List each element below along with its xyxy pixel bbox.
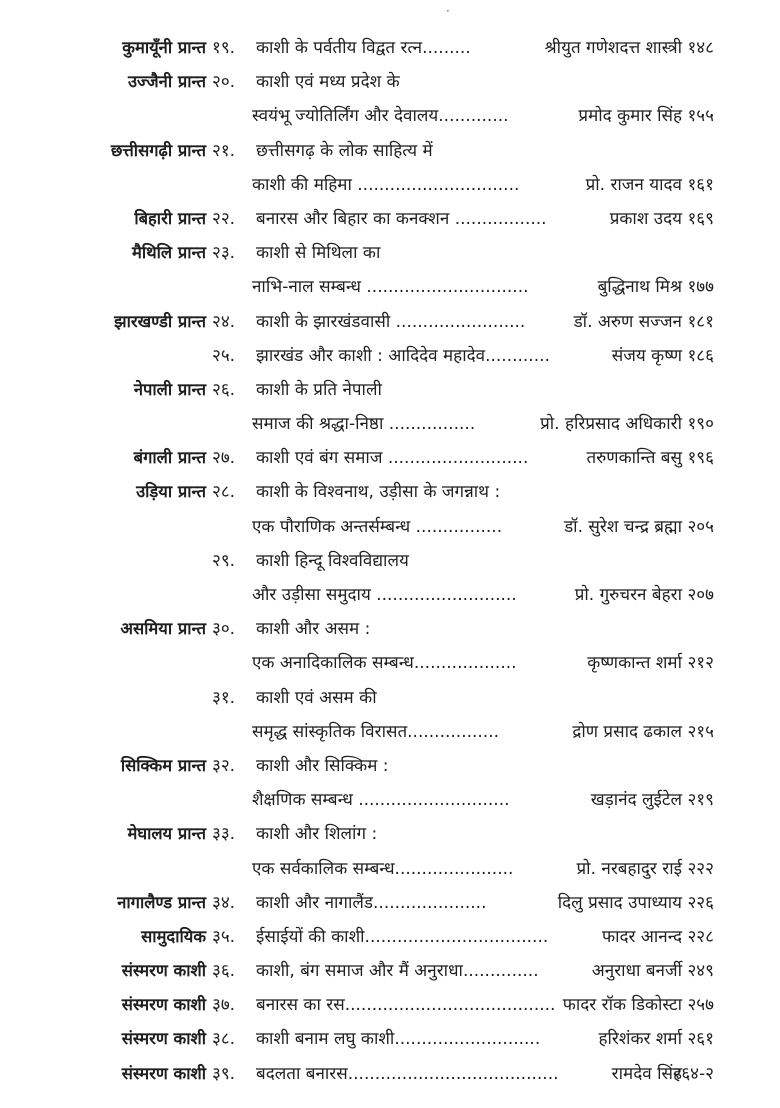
toc-entry <box>0 305 780 339</box>
section-region: छत्तीसगढ़ी प्रान्त <box>110 140 206 160</box>
entry-number: १९. <box>212 38 236 58</box>
page-number: २६१ <box>687 1029 714 1050</box>
page-number: १८६ <box>687 345 714 366</box>
entry-author: हरिशंकर शर्मा <box>598 1029 682 1050</box>
section-region: सामुदायिक <box>141 926 206 946</box>
entry-number: २८. <box>212 482 236 503</box>
entry-title: काशी एवं असम की <box>256 687 377 708</box>
toc-entry <box>0 65 780 99</box>
entry-number: ३९. <box>212 1063 236 1084</box>
entry-title: एक पौराणिक अन्तर्सम्बन्ध ................ <box>252 516 503 537</box>
table-of-contents <box>0 31 780 1091</box>
entry-title: बनारस और बिहार का कनक्शन ................. <box>256 208 547 229</box>
entry-author: रामदेव सिंह <box>611 1063 682 1084</box>
entry-title: छत्तीसगढ़ के लोक साहित्य में <box>256 140 433 161</box>
entry-number: २२. <box>212 208 236 229</box>
entry-author: प्रमोद कुमार सिंह <box>578 106 682 127</box>
entry-title: काशी से मिथिला का <box>256 243 381 264</box>
toc-entry <box>0 954 780 988</box>
toc-entry <box>0 202 780 236</box>
entry-author: फादर आनन्द <box>602 926 682 947</box>
toc-entry <box>0 270 780 304</box>
toc-entry <box>0 168 780 202</box>
toc-entry <box>0 407 780 441</box>
toc-entry <box>0 339 780 373</box>
entry-title: समृद्ध सांस्कृतिक विरासत................. <box>252 721 500 742</box>
section-region: संस्मरण काशी <box>121 1063 206 1083</box>
page-number: २२६ <box>687 892 714 913</box>
entry-title: झारखंड और काशी : आदिदेव महादेव............ <box>256 345 550 366</box>
entry-number: २०. <box>212 72 236 93</box>
entry-number: २४. <box>212 311 236 332</box>
page-number: २२२ <box>687 858 714 879</box>
entry-author: कृष्णकान्त शर्मा <box>587 653 682 674</box>
entry-title: काशी और नागालैंड..................... <box>256 892 487 913</box>
toc-entry <box>0 852 780 886</box>
toc-entry <box>0 99 780 133</box>
entry-author: प्रो. हरिप्रसाद अधिकारी <box>540 414 682 435</box>
toc-entry <box>0 441 780 475</box>
toc-entry <box>0 1057 780 1091</box>
entry-number: ३१. <box>212 687 236 708</box>
page-number: १४८ <box>687 38 714 58</box>
entry-number: ३७. <box>212 995 236 1016</box>
toc-entry <box>0 373 780 407</box>
entry-author: फादर रॉक डिकोस्टा <box>562 995 682 1016</box>
page-number: १८१ <box>687 311 714 332</box>
toc-entry <box>0 783 780 817</box>
page-number: १९६ <box>687 448 714 469</box>
entry-number: ३०. <box>212 619 236 640</box>
entry-title: काशी एवं बंग समाज .......................... <box>256 448 529 469</box>
entry-author: डॉ. अरुण सज्जन <box>573 311 682 332</box>
entry-number: ३५. <box>212 926 236 947</box>
section-region: बंगाली प्रान्त <box>133 448 206 468</box>
toc-entry <box>0 988 780 1022</box>
entry-title: बदलता बनारस....................................... <box>256 1063 559 1084</box>
entry-number: २१. <box>212 140 236 161</box>
entry-title: नाभि-नाल सम्बन्ध .............................. <box>252 277 529 298</box>
entry-number: ३८. <box>212 1029 236 1050</box>
section-region: मैथिलि प्रान्त <box>131 243 206 263</box>
page-number: १५५ <box>687 106 714 127</box>
page-number: २५७ <box>687 995 714 1016</box>
page-number: १९० <box>687 414 714 435</box>
entry-title: काशी हिन्दू विश्वविद्यालय <box>256 550 409 571</box>
entry-title: समाज की श्रद्धा-निष्ठा ................ <box>252 414 476 435</box>
section-region: झारखण्डी प्रान्त <box>114 311 206 331</box>
section-region: नागालैण्ड प्रान्त <box>117 892 206 912</box>
header-mark: · <box>446 4 450 18</box>
page-number: २२८ <box>687 926 714 947</box>
entry-author: बुद्धिनाथ मिश्र <box>597 277 682 298</box>
section-region: कुमायूँनी प्रान्त <box>122 38 206 57</box>
toc-entry <box>0 475 780 509</box>
page-number: १६९ <box>687 208 714 229</box>
entry-title: काशी और असम : <box>256 619 371 640</box>
page-number: १६१ <box>687 174 714 195</box>
entry-title: बनारस का रस....................................... <box>256 995 556 1016</box>
page-number: २१५ <box>687 721 714 742</box>
toc-entry <box>0 681 780 715</box>
toc-entry <box>0 817 780 851</box>
entry-title: स्वयंभू ज्योतिर्लिंग और देवालय............. <box>252 106 509 127</box>
entry-title: काशी के झारखंडवासी ........................ <box>256 311 526 332</box>
entry-author: द्रोण प्रसाद ढकाल <box>572 721 682 742</box>
entry-number: ३३. <box>212 824 236 845</box>
entry-number: २९. <box>212 550 236 571</box>
section-region: उज्जैनी प्रान्त <box>127 72 206 92</box>
entry-number: २६. <box>212 379 236 400</box>
section-region: असमिया प्रान्त <box>120 619 206 639</box>
entry-title: काशी एवं मध्य प्रदेश के <box>256 72 400 93</box>
entry-author: प्रो. गुरुचरन बेहरा <box>574 585 682 605</box>
section-region: संस्मरण काशी <box>121 961 206 981</box>
toc-entry <box>0 236 780 270</box>
entry-author: तरुणकान्ति बसु <box>586 448 682 469</box>
entry-title: काशी और सिक्किम : <box>256 755 389 776</box>
entry-author: दिलु प्रसाद उपाध्याय <box>557 892 682 913</box>
section-region: नेपाली प्रान्त <box>133 379 206 399</box>
section-region: उड़िया प्रान्त <box>136 482 206 502</box>
toc-entry <box>0 612 780 646</box>
entry-title: शैक्षणिक सम्बन्ध ............................ <box>252 790 510 811</box>
section-region: संस्मरण काशी <box>121 995 206 1015</box>
entry-title: एक सर्वकालिक सम्बन्ध...................... <box>252 858 514 879</box>
entry-title: काशी और शिलांग : <box>256 824 378 845</box>
entry-author: प्रो. नरबहादुर राई <box>576 858 682 879</box>
entry-title: एक अनादिकालिक सम्बन्ध................... <box>252 653 517 674</box>
entry-author: श्रीयुत गणेशदत्त शास्त्री <box>544 38 682 58</box>
entry-title: काशी की महिमा .............................. <box>252 174 520 195</box>
section-region: बिहारी प्रान्त <box>134 208 206 228</box>
toc-entry <box>0 715 780 749</box>
page-number: २०७ <box>687 585 714 605</box>
entry-title: और उड़ीसा समुदाय .......................... <box>252 585 517 605</box>
toc-entry <box>0 920 780 954</box>
entry-author: संजय कृष्ण <box>611 345 682 366</box>
toc-entry <box>0 31 780 65</box>
entry-author: प्रो. राजन यादव <box>585 174 682 195</box>
entry-title: ईसाईयों की काशी.................................. <box>256 926 549 947</box>
entry-title: काशी, बंग समाज और मैं अनुराधा.............. <box>256 961 539 982</box>
entry-title: काशी के प्रति नेपाली <box>256 379 382 400</box>
toc-entry <box>0 578 780 612</box>
toc-entry <box>0 1022 780 1056</box>
page-number: २०५ <box>687 516 714 537</box>
entry-number: ३६. <box>212 961 236 982</box>
entry-number: ३४. <box>212 892 236 913</box>
entry-author: प्रकाश उदय <box>609 208 682 229</box>
toc-entry <box>0 646 780 680</box>
entry-number: २५. <box>212 345 236 366</box>
toc-entry <box>0 544 780 578</box>
entry-author: खड़ानंद लुईटेल <box>590 790 682 811</box>
entry-title: काशी के पर्वतीय विद्वत रत्न......... <box>256 38 471 58</box>
entry-number: २३. <box>212 243 236 264</box>
section-region: मेघालय प्रान्त <box>127 824 206 844</box>
section-region: सिक्किम प्रान्त <box>120 755 206 775</box>
entry-title: काशी के विश्वनाथ, उड़ीसा के जगन्नाथ : <box>256 482 501 503</box>
entry-number: ३२. <box>212 755 236 776</box>
toc-entry <box>0 510 780 544</box>
page-number: २४९ <box>687 961 714 982</box>
section-region: संस्मरण काशी <box>121 1029 206 1049</box>
entry-author: अनुराधा बनर्जी <box>591 961 682 982</box>
entry-number: २७. <box>212 448 236 469</box>
page-number: १७७ <box>687 277 714 298</box>
entry-author: डॉ. सुरेश चन्द्र ब्रह्मा <box>564 516 682 537</box>
page-number: २१९ <box>687 790 714 811</box>
page-number: २६४-२ <box>672 1063 714 1084</box>
toc-entry <box>0 749 780 783</box>
page-number: २१२ <box>687 653 714 674</box>
toc-entry <box>0 886 780 920</box>
toc-entry <box>0 134 780 168</box>
entry-title: काशी बनाम लघु काशी........................... <box>256 1029 541 1050</box>
